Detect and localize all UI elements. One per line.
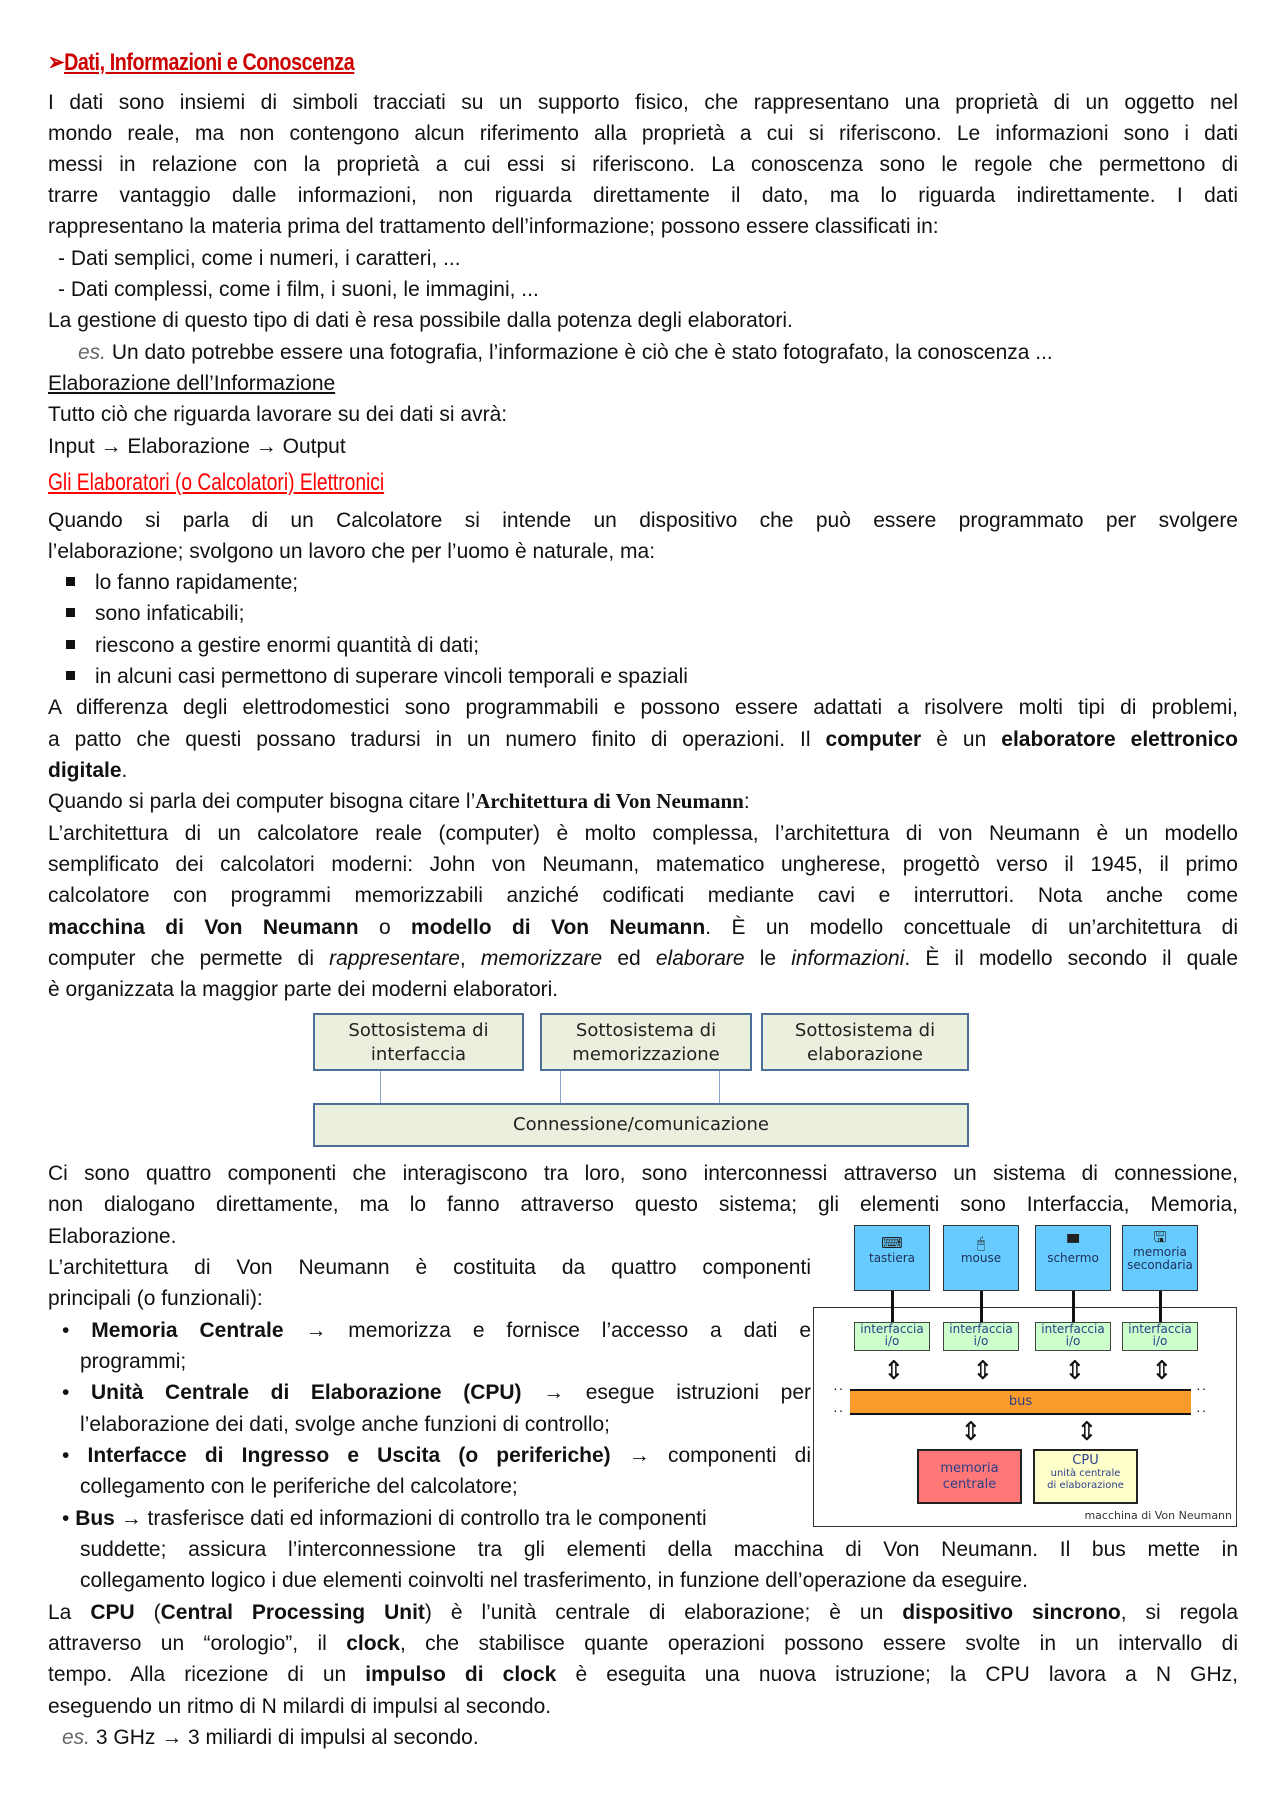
peripheral-tastiera: ⌨ tastiera: [854, 1225, 930, 1291]
paragraph-line: I dati sono insiemi di simboli tracciati su un supporto fisico, che rappresentano una proprietà di un oggetto nel: [48, 91, 1238, 114]
paragraph-line: attraverso un “orologio”, il clock, che stabilisce quante operazioni possono essere svolte in un intervallo di: [48, 1632, 1238, 1655]
paragraph-line: l’elaborazione; svolgono un lavoro che per l’uomo è naturale, ma:: [48, 540, 656, 563]
paragraph-line: Quando si parla di un Calcolatore si intende un dispositivo che può essere programmato per svolgere: [48, 509, 1238, 532]
component-item: • Bus → trasferisce dati ed informazioni di controllo tra le componenti: [62, 1507, 707, 1530]
peripheral-schermo: ▀ schermo: [1035, 1225, 1111, 1291]
section-heading-dati: ➢Dati, Informazioni e Conoscenza: [48, 49, 355, 76]
diagram-caption: macchina di Von Neumann: [1084, 1509, 1232, 1522]
paragraph-line: computer che permette di rappresentare, memorizzare ed elaborare le informazioni. È il modello secondo il quale: [48, 947, 1239, 970]
paragraph-line: Tutto ciò che riguarda lavorare su dei dati si avrà:: [48, 403, 508, 426]
hollow-double-arrow-icon: ⇕: [972, 1356, 994, 1386]
double-arrow-icon: [380, 1071, 381, 1103]
bus-ellipsis: ··: [1196, 1380, 1208, 1396]
bus-ellipsis: ··: [833, 1380, 845, 1396]
double-arrow-icon: [1072, 1291, 1075, 1322]
paragraph-line: digitale.: [48, 759, 128, 782]
section-heading-elaboratori: Gli Elaboratori (o Calcolatori) Elettronici: [48, 469, 385, 496]
component-item-cont: collegamento logico i due elementi coinvolti nel trasferimento, in funzione dell’operazione da eseguire.: [80, 1569, 1028, 1592]
paragraph-line: Elaborazione.: [48, 1225, 177, 1248]
component-item: • Memoria Centrale → memorizza e fornisce l’accesso a dati e: [62, 1319, 812, 1342]
paragraph-line: principali (o funzionali):: [48, 1287, 263, 1310]
component-item-cont: programmi;: [80, 1350, 187, 1373]
square-bullet-icon: [66, 577, 75, 586]
paragraph-line: messi in relazione con la proprietà a cui essi si riferiscono. La conoscenza sono le regole che permettono di: [48, 153, 1238, 176]
component-item-cont: collegamento con le periferiche del calcolatore;: [80, 1475, 518, 1498]
paragraph-line: La CPU (Central Processing Unit) è l’unità centrale di elaborazione; è un dispositivo sincrono, si regola: [48, 1601, 1239, 1624]
paragraph-line: trarre vantaggio dalle informazioni, non riguarda direttamente il dato, ma lo riguarda indirettamente. I dati: [48, 184, 1238, 207]
list-item: - Dati complessi, come i film, i suoni, le immagini, ...: [58, 278, 539, 301]
paragraph-line: rappresentano la materia prima del trattamento dell’informazione; possono essere classificati in:: [48, 215, 939, 238]
paragraph-line: Ci sono quattro componenti che interagiscono tra loro, sono interconnessi attraverso un sistema di connessione,: [48, 1162, 1238, 1185]
monitor-icon: ▀: [1067, 1234, 1079, 1252]
double-arrow-icon: [560, 1071, 561, 1103]
paragraph-line: calcolatore con programmi memorizzabili anziché codificati mediante cavi e interruttori. Nota anche come: [48, 884, 1238, 907]
double-arrow-icon: [719, 1071, 720, 1103]
component-item-cont: suddette; assicura l’interconnessione tra gli elementi della macchina di Von Neumann. Il bus mette in: [80, 1538, 1238, 1561]
box-connessione: Connessione/comunicazione: [313, 1103, 969, 1147]
double-arrow-icon: [980, 1291, 983, 1322]
mouse-icon: 🖰: [976, 1234, 986, 1252]
square-bullet-icon: [66, 640, 75, 649]
hollow-double-arrow-icon: ⇕: [1151, 1356, 1173, 1386]
paragraph-line: eseguendo un ritmo di N milardi di impulsi al secondo.: [48, 1695, 552, 1718]
paragraph-line: A differenza degli elettrodomestici sono programmabili e possono essere adattati a risolvere molti tipi di problemi,: [48, 696, 1238, 719]
paragraph-line: L’architettura di Von Neumann è costituita da quattro componenti: [48, 1256, 811, 1279]
keyboard-icon: ⌨: [881, 1234, 903, 1252]
list-item: - Dati semplici, come i numeri, i caratteri, ...: [58, 247, 461, 270]
paragraph-line: a patto che questi possano tradursi in un numero finito di operazioni. Il computer è un elaboratore elettronico: [48, 728, 1239, 751]
paragraph-line: Quando si parla dei computer bisogna citare l’Architettura di Von Neumann:: [48, 789, 750, 813]
paragraph-line: tempo. Alla ricezione di un impulso di clock è eseguita una nuova istruzione; la CPU lavora a N GHz,: [48, 1663, 1238, 1686]
hollow-double-arrow-icon: ⇕: [1076, 1417, 1098, 1447]
box-interfaccia: Sottosistema di interfaccia: [313, 1013, 524, 1071]
paragraph-line: non dialogano direttamente, ma lo fanno attraverso questo sistema; gli elementi sono Interfaccia, Memoria,: [48, 1193, 1238, 1216]
bullet-item: lo fanno rapidamente;: [48, 567, 1238, 598]
box-elaborazione: Sottosistema di elaborazione: [761, 1013, 969, 1071]
interface-io: interfaccia i/o: [1035, 1322, 1111, 1351]
box-memorizzazione: Sottosistema di memorizzazione: [540, 1013, 752, 1071]
paragraph-line: L’architettura di un calcolatore reale (computer) è molto complessa, l’architettura di von Neumann è un modello: [48, 822, 1238, 845]
hollow-double-arrow-icon: ⇕: [1064, 1356, 1086, 1386]
component-item: • Interfacce di Ingresso e Uscita (o periferiche) → componenti di: [62, 1444, 811, 1467]
square-bullet-icon: [66, 608, 75, 617]
square-bullet-icon: [66, 671, 75, 680]
peripheral-mouse: 🖰 mouse: [943, 1225, 1019, 1291]
bullet-item: sono infaticabili;: [48, 598, 1238, 629]
arrow-bullet-icon: ➢: [48, 49, 65, 76]
bus-ellipsis: ··: [833, 1402, 845, 1418]
bus-ellipsis: ··: [1196, 1402, 1208, 1418]
peripheral-memoria-secondaria: 🖫 memoria secondaria: [1122, 1225, 1198, 1291]
paragraph-line: La gestione di questo tipo di dati è resa possibile dalla potenza degli elaboratori.: [48, 309, 793, 332]
hollow-double-arrow-icon: ⇕: [960, 1417, 982, 1447]
paragraph-line: mondo reale, ma non contengono alcun riferimento alla proprietà a cui si riferiscono. Le informazioni sono i dati: [48, 122, 1238, 145]
cpu-box: CPU unità centrale di elaborazione: [1033, 1449, 1138, 1504]
floppy-icon: 🖫: [1153, 1228, 1167, 1246]
paragraph-line: è organizzata la maggior parte dei moderni elaboratori.: [48, 978, 559, 1001]
bus-bar: bus: [850, 1389, 1191, 1415]
interface-io: interfaccia i/o: [943, 1322, 1019, 1351]
example-line: es. Un dato potrebbe essere una fotografia, l’informazione è ciò che è stato fotografato, la conoscenza ...: [78, 341, 1053, 364]
bullet-item: in alcuni casi permettono di superare vincoli temporali e spaziali: [48, 661, 1238, 692]
interface-io: interfaccia i/o: [854, 1322, 930, 1351]
double-arrow-icon: [1159, 1291, 1162, 1322]
memoria-centrale-box: memoria centrale: [917, 1449, 1022, 1504]
component-item: • Unità Centrale di Elaborazione (CPU) → esegue istruzioni per: [62, 1381, 811, 1404]
paragraph-line: semplificato dei calcolatori moderni: John von Neumann, matematico ungherese, progettò verso il 1945, il primo: [48, 853, 1238, 876]
component-item-cont: l’elaborazione dei dati, svolge anche funzioni di controllo;: [80, 1413, 611, 1436]
interface-io: interfaccia i/o: [1122, 1322, 1198, 1351]
example-line: es. 3 GHz → 3 miliardi di impulsi al secondo.: [62, 1726, 479, 1749]
double-arrow-icon: [891, 1291, 894, 1322]
paragraph-line: macchina di Von Neumann o modello di Von Neumann. È un modello concettuale di un’architettura di: [48, 916, 1238, 939]
hollow-double-arrow-icon: ⇕: [883, 1356, 905, 1386]
subheading-elaborazione: Elaborazione dell’Informazione: [48, 372, 336, 395]
bullet-item: riescono a gestire enormi quantità di dati;: [48, 630, 1238, 661]
flow-line: Input → Elaborazione → Output: [48, 435, 346, 458]
